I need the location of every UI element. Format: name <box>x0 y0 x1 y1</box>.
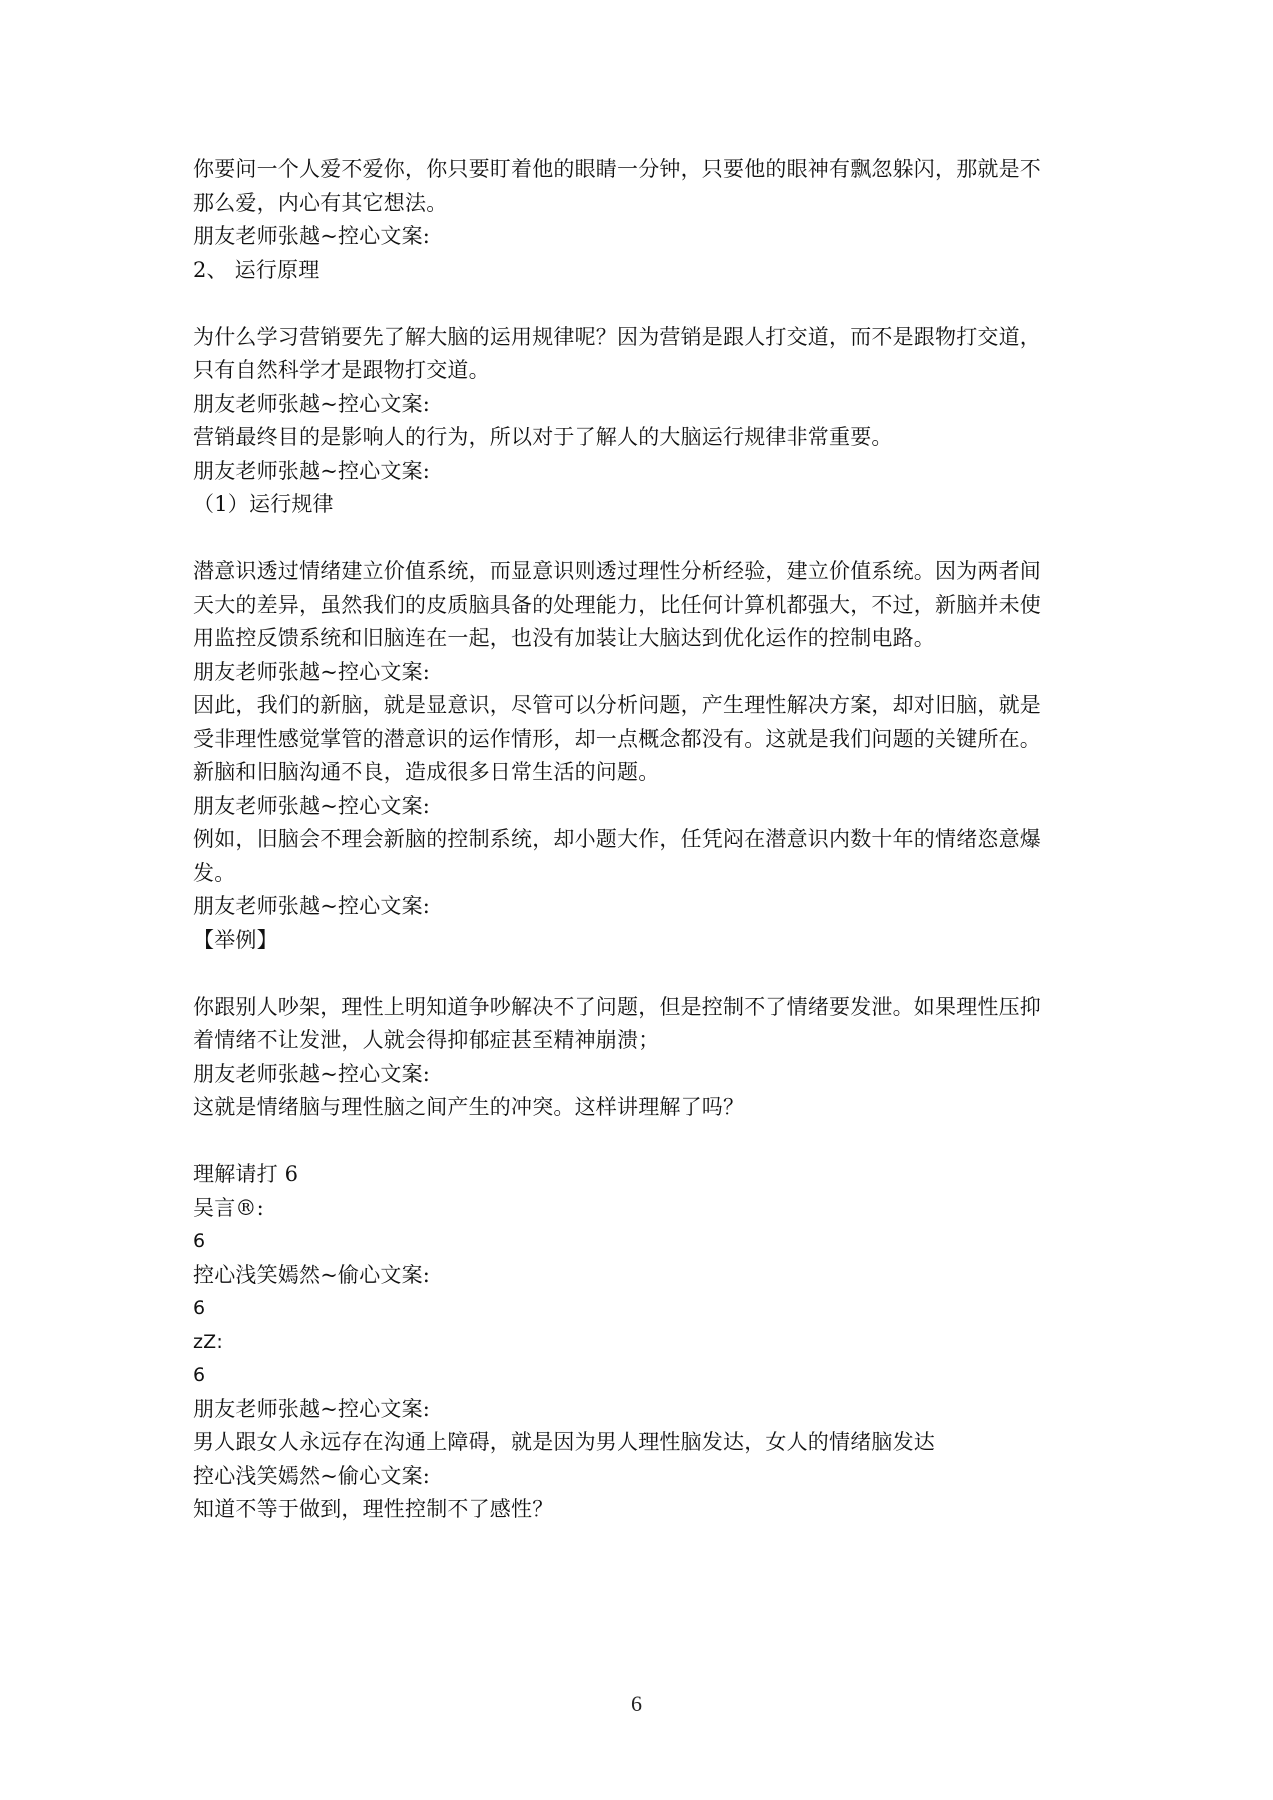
blank-line <box>193 1125 1088 1159</box>
text-line: 发。 <box>193 860 236 885</box>
text-line: 朋友老师张越~控心文案: <box>193 894 431 918</box>
text-line: zZ: <box>193 1330 223 1353</box>
text-line: 你跟别人吵架，理性上明知道争吵解决不了问题，但是控制不了情绪要发泄。如果理性压抑 <box>193 994 1041 1019</box>
text-line: 2、 运行原理 <box>193 257 320 282</box>
text-line: 6 <box>193 1364 206 1386</box>
text-line: 那么爱，内心有其它想法。 <box>193 190 448 215</box>
text-line: 朋友老师张越~控心文案: <box>193 391 431 416</box>
text-line: 朋友老师张越~控心文案: <box>193 659 431 684</box>
text-line: 控心浅笑嫣然~偷心文案: <box>193 1463 431 1488</box>
text-line: 控心浅笑嫣然~偷心文案: <box>193 1262 431 1287</box>
text-line: 用监控反馈系统和旧脑连在一起，也没有加装让大脑达到优化运作的控制电路。 <box>193 626 935 650</box>
text-line: 朋友老师张越~控心文案: <box>193 1396 431 1421</box>
blank-line <box>193 287 1088 321</box>
text-line: 着情绪不让发泄，人就会得抑郁症甚至精神崩溃； <box>193 1028 660 1052</box>
document-body <box>193 153 1088 1527</box>
text-line: 【举例】 <box>193 927 278 952</box>
text-line: 因此，我们的新脑，就是显意识，尽管可以分析问题，产生理性解决方案，却对旧脑，就是 <box>193 693 1041 717</box>
text-line: 6 <box>193 1297 206 1319</box>
text-line: 潜意识透过情绪建立价值系统，而显意识则透过理性分析经验，建立价值系统。因为两者间 <box>193 559 1041 583</box>
text-line: 只有自然科学才是跟物打交道。 <box>193 358 490 382</box>
text-line: 新脑和旧脑沟通不良，造成很多日常生活的问题。 <box>193 760 660 784</box>
text-line: 知道不等于做到，理性控制不了感性？ <box>193 1497 554 1521</box>
text-line: 吴言®: <box>193 1195 264 1220</box>
text-line: 天大的差异，虽然我们的皮质脑具备的处理能力，比任何计算机都强大，不过，新脑并未使 <box>193 592 1041 617</box>
text-line: 朋友老师张越~控心文案: <box>193 793 431 818</box>
text-line: 朋友老师张越~控心文案: <box>193 224 431 248</box>
blank-line <box>193 522 1088 556</box>
text-line: 理解请打 6 <box>193 1162 299 1186</box>
text-line: 受非理性感觉掌管的潜意识的运作情形，却一点概念都没有。这就是我们问题的关键所在。 <box>193 726 1041 751</box>
text-line: （1）运行规律 <box>193 492 334 516</box>
text-line: 这就是情绪脑与理性脑之间产生的冲突。这样讲理解了吗？ <box>193 1095 745 1119</box>
text-line: 营销最终目的是影响人的行为，所以对于了解人的大脑运行规律非常重要。 <box>193 425 893 449</box>
blank-line <box>193 957 1088 991</box>
text-line: 男人跟女人永远存在沟通上障碍，就是因为男人理性脑发达，女人的情绪脑发达 <box>193 1430 935 1454</box>
text-line: 朋友老师张越~控心文案: <box>193 458 431 483</box>
text-line: 为什么学习营销要先了解大脑的运用规律呢？因为营销是跟人打交道，而不是跟物打交道， <box>193 324 1041 349</box>
text-line: 朋友老师张越~控心文案: <box>193 1061 431 1086</box>
text-line: 6 <box>193 1230 206 1252</box>
text-line: 你要问一个人爱不爱你，你只要盯着他的眼睛一分钟，只要他的眼神有飘忽躲闪，那就是不 <box>193 157 1041 181</box>
page-number: 6 <box>631 1691 642 1716</box>
text-line: 例如，旧脑会不理会新脑的控制系统，却小题大作，任凭闷在潜意识内数十年的情绪恣意爆 <box>193 827 1041 851</box>
